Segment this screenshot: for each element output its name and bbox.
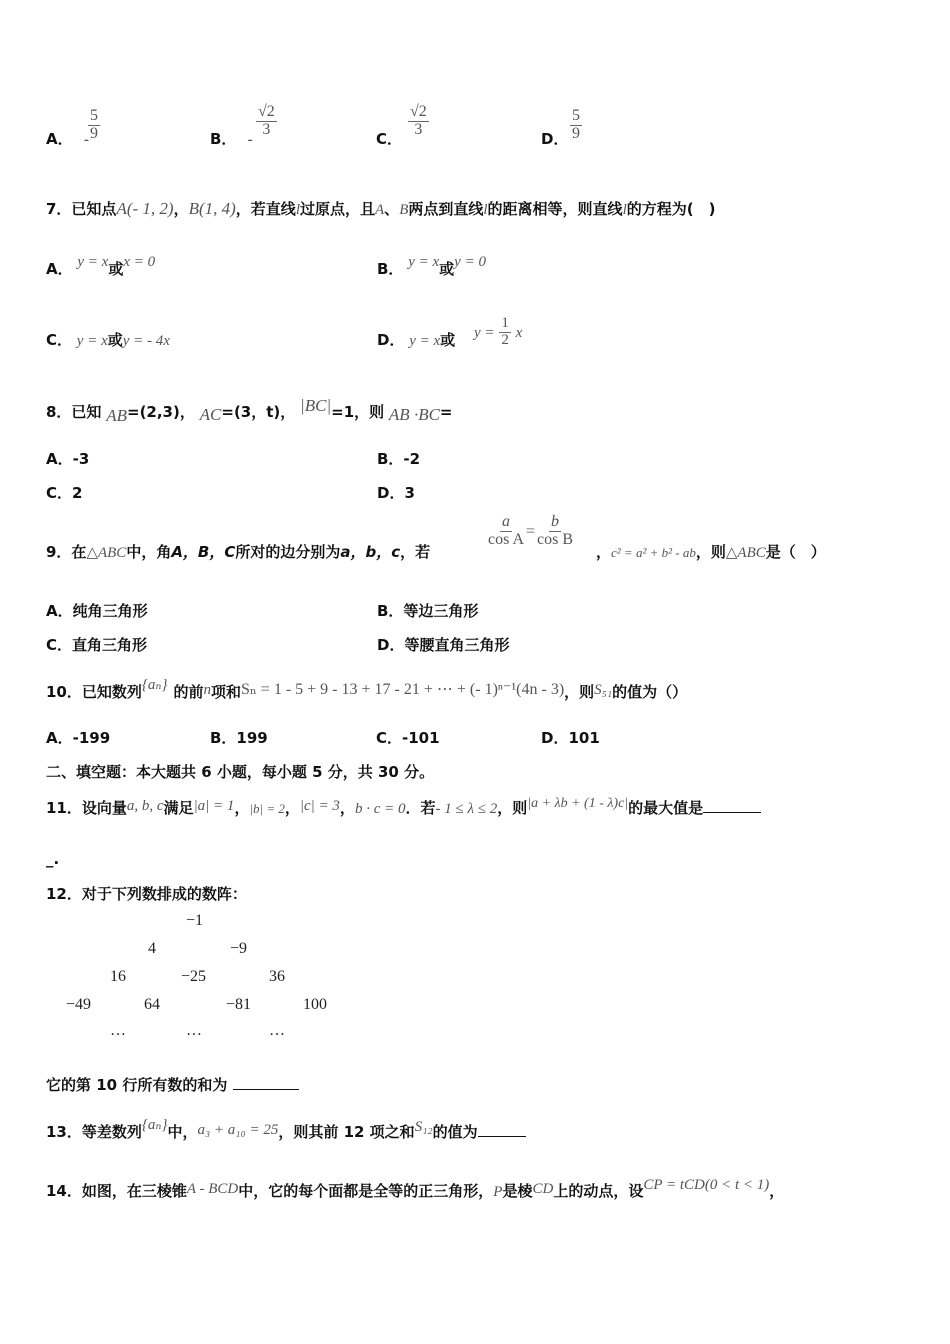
q7-a-eq1: y = x [77, 254, 109, 270]
q14-p: P [493, 1184, 503, 1200]
q8-ac-val: =(3，t)， [221, 403, 296, 421]
q7-d-den: 2 [501, 331, 509, 348]
q9-option-a[interactable]: A．纯角三角形 [46, 602, 148, 620]
q14-condition: CP = tCD(0 < t < 1) [643, 1177, 770, 1193]
q7-c-or: 或 [107, 331, 123, 349]
q9-comma: ， [596, 543, 612, 561]
q9-triangle: △ABC [86, 545, 127, 561]
q7-d-label: D． [377, 331, 405, 349]
q9-triangle-2: △ABC [725, 545, 766, 561]
q7-pa: A [375, 202, 385, 218]
q6-d-label: D． [541, 130, 569, 148]
q9-stem-7: ，则 [695, 543, 726, 561]
q7-dun: 、 [384, 200, 400, 218]
q6-a-num: 5 [90, 107, 98, 124]
q10-sequence: {aₙ} [141, 677, 168, 693]
q14-stem-5: ， [769, 1182, 785, 1200]
q14-stem-4: 上的动点，设 [553, 1182, 644, 1200]
q9-fractions [486, 514, 575, 549]
q11-range: - 1 ≤ λ ≤ 2 [435, 801, 498, 817]
q8-option-d[interactable]: D．3 [377, 484, 415, 502]
q10-stem [46, 677, 688, 702]
q7-l-2: l [483, 202, 488, 218]
q9-option-c[interactable]: C．直角三角形 [46, 636, 148, 654]
q8-stem-1: 8．已知 [46, 403, 102, 421]
q7-option-c[interactable] [46, 329, 170, 350]
q11-answer-blank[interactable] [703, 811, 761, 813]
q10-n: n [203, 682, 211, 698]
q9-equals: = [526, 522, 536, 540]
q7-b-eq2: y = 0 [454, 254, 486, 270]
q12-r2-c1: 4 [148, 940, 156, 957]
q13-stem-1: 13．等差数列 [46, 1123, 142, 1141]
q6-c-den: 3 [414, 120, 423, 138]
q12-r5-c2: … [186, 1022, 202, 1039]
q13-sequence: {aₙ} [141, 1117, 168, 1133]
q9-stem-6: ，若 [400, 543, 431, 561]
section-heading-fill-in: 二、填空题：本大题共 6 小题，每小题 5 分，共 30 分。 [46, 763, 435, 781]
q7-b-eq1: y = x [408, 254, 440, 270]
q9-option-d[interactable]: D．等腰直角三角形 [377, 636, 510, 654]
q6-b-den: 3 [262, 120, 271, 138]
q7-d-eq2-pre: y = [474, 324, 495, 341]
q13-answer-blank[interactable] [478, 1135, 526, 1137]
q12-r5-c1: … [110, 1022, 126, 1039]
q6-a-fraction [88, 108, 100, 143]
q8-vec-ac: AC [199, 405, 222, 424]
q10-stem-4: ，则 [564, 683, 595, 701]
q7-d-eq2-post: x [515, 324, 523, 341]
q12-r3-c3: 36 [269, 968, 285, 985]
q13-stem-2: 中， [167, 1123, 198, 1141]
q6-d-fraction [570, 108, 582, 143]
q8-bc-val: =1，则 [331, 403, 385, 421]
q12-answer-blank[interactable] [233, 1088, 299, 1090]
q7-stem-6: 的方程为( ) [626, 200, 716, 218]
q14-solid: A - BCD [186, 1181, 239, 1197]
q7-d-fraction [499, 316, 511, 349]
q6-c-fraction [408, 104, 429, 139]
q12-r3-c2: −25 [181, 968, 207, 985]
q7-d-eq1: y = x [409, 333, 441, 349]
q7-b-label: B． [377, 260, 404, 278]
q6-a-den: 9 [90, 124, 98, 142]
q7-a-label: A． [46, 260, 73, 278]
q11-expression: |a + λb + (1 - λ)c| [527, 796, 629, 811]
q7-pb: B [399, 202, 409, 218]
q9-stem-5: a，b，c [340, 543, 401, 561]
q10-s51: S₅₁ [594, 682, 613, 698]
q12-stem: 12．对于下列数排成的数阵： [46, 885, 247, 903]
q14-cd: CD [532, 1181, 554, 1197]
q10-stem-1: 10．已知数列 [46, 683, 142, 701]
q6-c-label: C． [376, 130, 403, 148]
q6-option-b[interactable] [210, 128, 253, 149]
q9-f2-num: b [551, 513, 560, 530]
q7-l-3: l [622, 202, 627, 218]
q10-option-b[interactable]: B．199 [210, 729, 268, 747]
q7-stem-2: ，若直线 [235, 200, 296, 218]
q12-r5-c3: … [269, 1022, 285, 1039]
q13-stem-4: 的值为 [432, 1123, 478, 1141]
q9-frac-b [535, 514, 575, 549]
q14-stem-3: 是棱 [502, 1182, 533, 1200]
q7-stem [46, 198, 715, 219]
q7-d-or: 或 [440, 331, 456, 349]
q9-stem-1: 9．在 [46, 543, 87, 561]
q7-d-eq2 [474, 316, 522, 349]
q9-option-b[interactable]: B．等边三角形 [377, 602, 479, 620]
q13-stem-3: ，则其前 12 项之和 [278, 1123, 415, 1141]
q12-r4-c2: 64 [144, 996, 160, 1013]
q9-stem-3: A，B，C [171, 543, 236, 561]
q9-condition: c² = a² + b² - ab [611, 545, 696, 560]
q8-vec-ab: AB [106, 406, 127, 425]
q12-r4-c3: −81 [226, 996, 252, 1013]
q7-d-num: 1 [501, 315, 509, 331]
q7-sep: ， [173, 200, 189, 218]
q10-stem-3: 项和 [210, 683, 241, 701]
q10-sum: Sₙ = 1 - 5 + 9 - 13 + 17 - 21 + ⋯ + (- 1)ⁿ⁻¹(4n - 3) [240, 681, 565, 698]
q7-stem-5: 的距离相等，则直线 [487, 200, 623, 218]
q14-stem [46, 1177, 785, 1201]
q10-option-a[interactable]: A．-199 [46, 729, 111, 747]
q6-b-label: B． [210, 130, 237, 148]
q11-cond-3: |c| = 3 [299, 798, 340, 814]
q8-option-b[interactable]: B．-2 [377, 450, 421, 468]
q9-stem-right [596, 541, 826, 562]
q9-stem-2: 中，角 [126, 543, 172, 561]
q9-stem-8: 是（ ） [765, 543, 826, 561]
q11-stem-4: ，则 [497, 799, 528, 817]
q6-b-num: √2 [258, 103, 275, 120]
q10-stem-5: 的值为（） [612, 683, 688, 701]
q6-b-sign: - [247, 132, 253, 148]
q11-stem-2: 满足 [163, 799, 194, 817]
q7-option-a[interactable] [46, 254, 156, 279]
q14-stem-1: 14．如图，在三棱锥 [46, 1182, 187, 1200]
q8-option-a[interactable]: A．-3 [46, 450, 90, 468]
q7-option-b[interactable] [377, 254, 486, 279]
q7-point-b: B(1, 4) [188, 199, 236, 218]
q11-cond-4: b · c = 0 [354, 801, 406, 817]
q14-stem-2: 中，它的每个面都是全等的正三角形， [238, 1182, 494, 1200]
q8-dot: AB ·BC [388, 405, 440, 424]
q8-stem [46, 396, 453, 425]
q9-f2-den: cos B [537, 530, 574, 548]
q7-l-1: l [295, 202, 300, 218]
q11-cond-2: |b| = 2 [249, 801, 285, 816]
q7-point-a: A(- 1, 2) [116, 199, 174, 218]
q7-a-or: 或 [108, 260, 124, 278]
q7-stem-3: 过原点，且 [299, 200, 375, 218]
q13-condition: a₃ + a₁₀ = 25 [197, 1122, 279, 1138]
q6-a-label: A． [46, 130, 73, 148]
q9-stem-left [46, 541, 430, 562]
q12-answer [46, 1074, 299, 1095]
q6-a-sign: - [83, 132, 89, 148]
q8-option-c[interactable]: C．2 [46, 484, 83, 502]
q12-r2-c2: −9 [230, 940, 248, 957]
q12-r4-c1: −49 [66, 996, 92, 1013]
q6-d-den: 9 [572, 124, 580, 142]
q10-option-c[interactable]: C．-101 [376, 729, 440, 747]
q9-f1-den: cos A [488, 530, 524, 548]
q6-c-num: √2 [410, 103, 427, 120]
q6-option-d[interactable] [541, 128, 568, 149]
q11-stem-3: ．若 [405, 799, 436, 817]
q13-stem [46, 1117, 526, 1142]
q12-r1-c1: −1 [186, 912, 204, 929]
q11-vectors: a, b, c [126, 798, 164, 814]
q8-bc-abs: |BC| [300, 396, 332, 415]
q7-c-eq2: y = - 4x [122, 333, 170, 349]
q7-stem-1: 7．已知点 [46, 200, 117, 218]
q10-option-d[interactable]: D．101 [541, 729, 600, 747]
q6-option-c[interactable] [376, 128, 402, 149]
q12-r3-c1: 16 [110, 968, 126, 985]
q7-stem-4: 两点到直线 [408, 200, 484, 218]
q11-stem-5: 的最大值是 [628, 799, 704, 817]
q9-frac-a [486, 514, 526, 549]
q7-b-or: 或 [439, 260, 455, 278]
q7-c-label: C． [46, 331, 73, 349]
q12-answer-line: 它的第 10 行所有数的和为 [46, 1076, 228, 1094]
q12-r4-c4: 100 [303, 996, 327, 1013]
q11-stem: 11．设向量a, b, c满足|a| = 1，|b| = 2，|c| = 3，b · c = 0．若- 1 ≤ λ ≤ 2，则|a + λb + (1 - λ)c|的最大值是 [46, 797, 761, 818]
q11-cond-1: |a| = 1 [193, 798, 235, 814]
q6-b-fraction [256, 104, 277, 139]
q7-c-eq1: y = x [76, 333, 108, 349]
q9-f1-num: a [502, 513, 510, 530]
q11-stem-1: 11．设向量 [46, 799, 127, 817]
q7-a-eq2: x = 0 [123, 254, 156, 270]
q10-stem-2: 的前 [173, 683, 204, 701]
q13-s12: S₁₂ [414, 1119, 433, 1135]
q8-eq: = [439, 403, 453, 421]
q9-stem-4: 所对的边分别为 [235, 543, 341, 561]
q6-d-num: 5 [572, 107, 580, 124]
q8-ab-val: =(2,3)， [127, 403, 195, 421]
q6-option-a[interactable] [46, 128, 89, 149]
q7-option-d[interactable] [377, 329, 455, 350]
q11-tail: _. [46, 850, 60, 868]
